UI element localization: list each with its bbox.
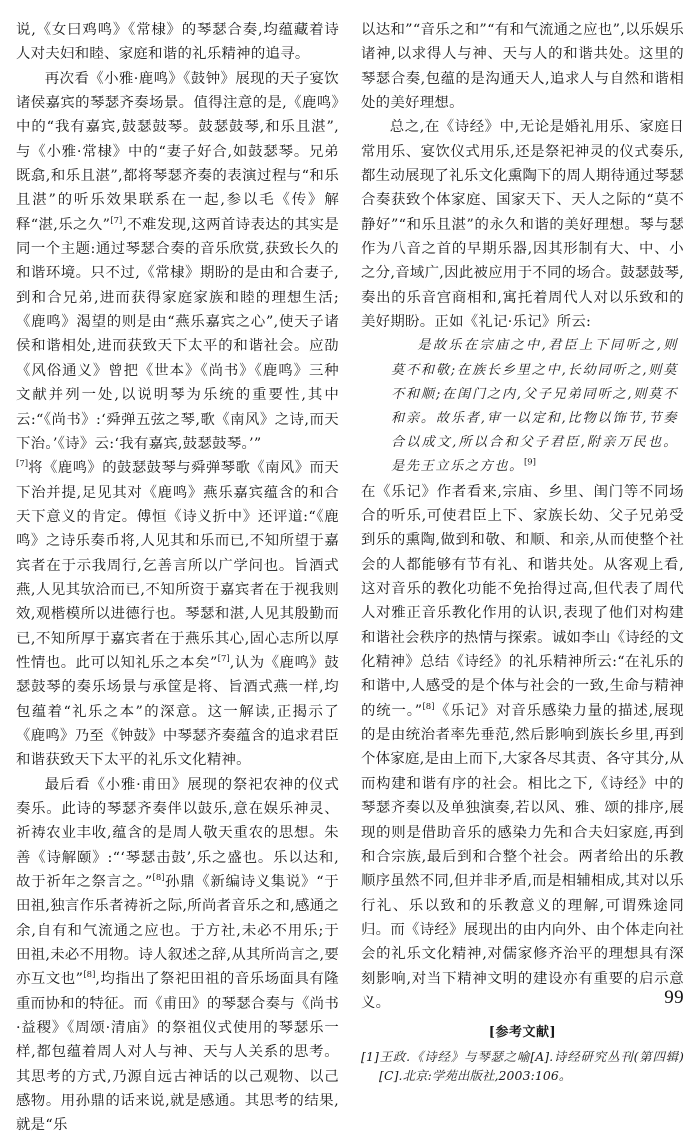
paragraph [361,480,684,1016]
footnote-marker: [8] [152,873,165,884]
footnote-marker: [8] [83,970,96,981]
footnote-marker: [8] [422,701,435,712]
paragraph-text-continued-2: ,均指出了祭祀田祖的音乐场面具有隆重而协和的特征。而《甫田》的琴瑟合奏与《尚书·益稷》《周颂·清庙》的祭祖仪式使用的琴瑟乐一样,都包蕴着周人对人与神、天与人关系的思考。其思考的方式,乃源自远古神话的以己观物、以己感物。用孙鼎的话来说,就是感通。其思考的结果,就是“乐 [16,971,339,1134]
paragraph-text-continued: ,认为《鹿鸣》鼓瑟鼓琴的奏乐场景与承筐是将、旨酒式燕一样,均包蕴着“礼乐之本”的深意。这一解读,正揭示了《鹿鸣》乃至《钟鼓》中琴瑟齐奏蕴含的追求君臣和谐获致天下太平的礼乐文化精神。 [16,654,340,769]
footnote-marker: [9] [523,458,536,469]
paragraph: 总之,在《诗经》中,无论是婚礼用乐、家庭日常用乐、宴饮仪式用乐,还是祭祀神灵的仪式奏乐,都生动展现了礼乐文化熏陶下的周人期待通过琴瑟合奏获致个体家庭、国家天下、天人之际的“莫不静好”“和乐且湛”的永久和谐的美好理想。琴与瑟作为八音之首的早期乐器,因其形制有大、中、小之分,音域广,因此被应用于不同的场合。鼓瑟鼓琴,奏出的乐音宫商相和,寓托着周代人对以乐致和的美好期盼。正如《礼记·乐记》所云: [361,119,684,331]
left-column [16,18,340,1134]
paragraph-text-continued: ,不难发现,这两首诗表达的其实是同一个主题:通过琴瑟合奏的音乐欣赏,获致长久的和谐环境。只不过,《常棣》期盼的是由和合妻子,到和合兄弟,进而获得家庭家族和睦的理想生活;《鹿鸣》渴望的则是由“燕乐嘉宾之心”,使天子诸侯和谐相处,进而获致天下太平的和谐社会。应劭《风俗通义》曾把《世本》《尚书》《鹿鸣》三种文献并列一处,以说明琴为乐统的重要性,其中云:“《尚书》:‘舜弹五弦之琴,歌《南风》之诗,而天下治。’《诗》云:‘我有嘉宾,鼓瑟鼓琴。’” [16,216,340,452]
paragraph: 以达和”“音乐之和”“有和气流通之应也”,以乐娱乐诸神,以求得人与神、天与人的和谐共处。这里的琴瑟合奏,包蕴的是沟通天人,追求人与自然和谐相处的美好理想。 [361,22,684,112]
reference-item: [1]王政.《诗经》与琴瑟之喻[A].诗经研究丛刊(第四辑)[C].北京:学苑出版社,2003:106。 [361,1049,684,1084]
paragraph [16,773,339,1138]
page-number: 99 [664,987,684,1008]
classical-quotation [361,334,684,479]
footnote-marker: [7] [110,215,123,226]
paragraph [16,456,339,772]
paragraph: 说,《女曰鸡鸣》《常棣》的琴瑟合奏,均蕴藏着诗人对夫妇和睦、家庭和谐的礼乐精神的追寻。 [16,22,339,63]
footnote-marker: [7] [16,459,29,470]
paragraph-text: 在《乐记》作者看来,宗庙、乡里、闺门等不同场合的听乐,可使君臣上下、家族长幼、父子兄弟受到乐的熏陶,做到和敬、和顺、和亲,从而使整个社会的人都能够有节有礼、和谐共处。从客观上看,这对音乐的教化功能不免抬得过高,但代表了周代人对雅正音乐教化作用的认识,表现了他们对构建和谐社会秩序的热情与探索。诚如李山《诗经的文化精神》总结《诗经》的礼乐精神所云:“在礼乐的和谐中,人感受的是个体与社会的一致,生命与精神的统一。” [361,483,684,719]
right-column [361,18,684,1084]
footnote-marker: [7] [217,654,230,665]
references-title: [参考文献] [488,1025,557,1041]
paragraph-text-continued: 孙鼎《新编诗义集说》“于田祖,独言作乐者祷祈之际,所尚者音乐之和,感通之余,自有和气流通之应也。于方社,未必不用乐;于田祖,未必不用物。诗人叙述之辞,从其所尚言之,要亦互文也” [16,874,339,988]
paragraph-text: 将《鹿鸣》的鼓瑟鼓琴与舜弹琴歌《南风》而天下治并提,足见其对《鹿鸣》燕乐嘉宾蕴含的和合天下意义的肯定。傅恒《诗义折中》还评道:“《鹿鸣》之诗乐奏币将,人见其和乐而已,不知所望于嘉宾者在于示我周行,乞善言所以广学问也。旨酒式燕,人见其欤洽而已,不知所资于嘉宾者在于视我则效,观楷模所以进德行也。琴瑟和湛,人见其殷勤而已,不知所厚于嘉宾者在于燕乐其心,固心志所以厚性情也。此可以知礼乐之本矣” [16,460,339,671]
references-section [361,1015,684,1085]
paragraph-text: 再次看《小雅·鹿鸣》《鼓钟》展现的天子宴饮诸侯嘉宾的琴瑟齐奏场景。值得注意的是,《鹿鸣》中的“我有嘉宾,鼓瑟鼓琴。鼓瑟鼓琴,和乐且湛”,与《小雅·常棣》中的“妻子好合,如鼓瑟琴。兄弟既翕,和乐且湛”,都将琴瑟齐奏的表演过程与“和乐且湛”的听乐效果联系在一起,参以毛《传》解释“湛,乐之久” [16,70,339,233]
two-column-layout [16,18,684,1134]
paragraph [16,67,339,457]
paragraph-text: 最后看《小雅·甫田》展现的祭祀农神的仪式奏乐。此诗的琴瑟齐奏伴以鼓乐,意在娱乐神灵、祈祷农业丰收,蕴含的是周人敬天重农的思想。朱善《诗解颐》:“‘琴瑟击鼓’,乐之盛也。乐以达和,故于祈年之祭言之。” [16,776,339,891]
quotation-text: 是故乐在宗庙之中,君臣上下同听之,则莫不和敬;在族长乡里之中,长幼同听之,则莫不和顺;在闺门之内,父子兄弟同听之,则莫不和亲。故乐者,审一以定和,比物以饰节,节奏合以成文,所以合和父子君臣,附亲万民也。是先王立乐之方也。 [391,338,678,475]
paragraph-text-continued: 《乐记》对音乐感染力量的描述,展现的是由统治者率先垂范,然后影响到族长乡里,再到个体家庭,是由上而下,大家各尽其责、各守其分,从而构建和谐有序的社会。相比之下,《诗经》中的琴瑟齐奏以及单独演奏,若以风、雅、颂的排序,展现的则是借助音乐的感染力先和合夫妇家庭,再到和合宗族,最后到和合整个社会。两者给出的乐教顺序虽然不同,但并非矛盾,而是相辅相成,其对以乐行礼、乐以致和的乐教意义的理解,可谓殊途同归。而《诗经》展现出的由内向外、由个体走向社会的礼乐文化精神,对儒家修齐治平的理想具有深刻影响,对当下精神文明的建设亦有重要的启示意义。 [361,702,684,1011]
